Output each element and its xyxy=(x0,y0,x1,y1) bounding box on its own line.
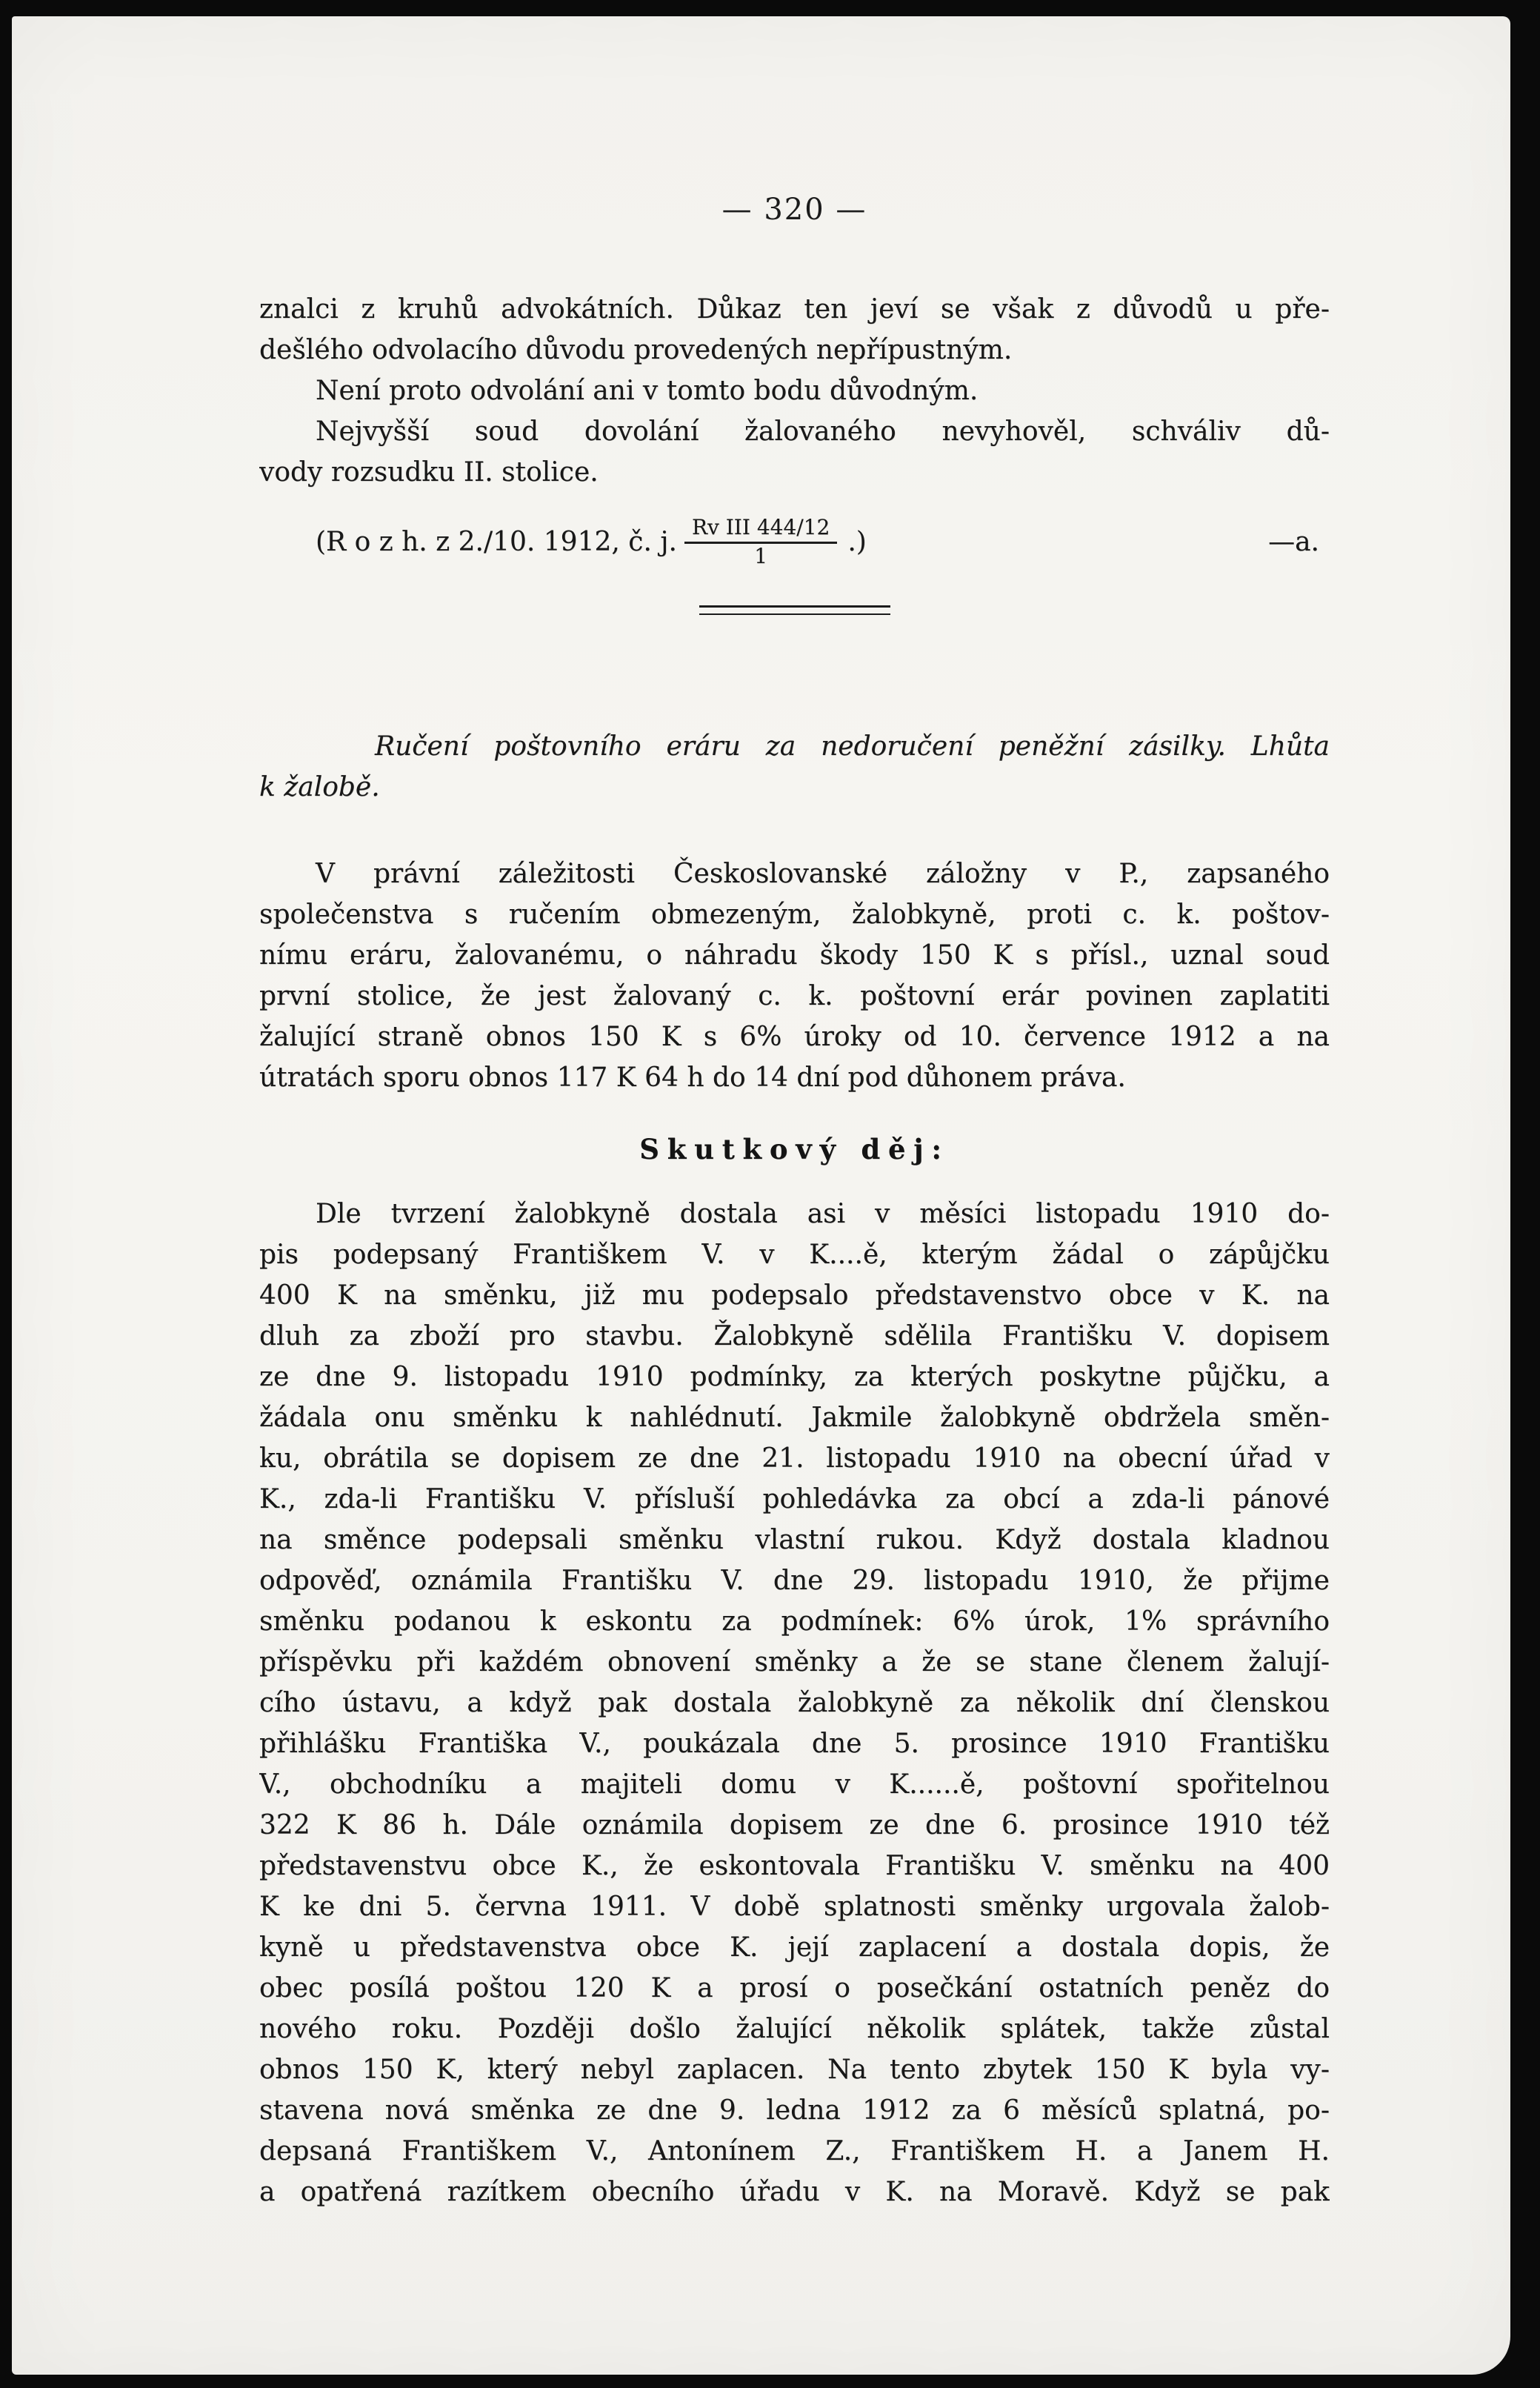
decision-continuation-paragraph xyxy=(259,289,1330,370)
headnote-heading xyxy=(259,726,1330,808)
fraction-denominator: 1 xyxy=(754,543,768,568)
decision-ruling-paragraph xyxy=(259,411,1330,493)
text-line: 400 K na směnku, již mu podepsalo představenstvo obce v K. na xyxy=(259,1280,1330,1311)
text-line: stavena nová směnka ze dne 9. ledna 1912 za 6 měsíců splatná, po- xyxy=(259,2095,1330,2126)
text-line: směnku podanou k eskontu za podmínek: 6% úrok, 1% správního xyxy=(259,1606,1330,1637)
text-line: ze dne 9. listopadu 1910 podmínky, za kterých poskytne půjčku, a xyxy=(259,1362,1330,1392)
citation-suffix: .) xyxy=(847,526,867,557)
text-line: Dle tvrzení žalobkyně dostala asi v měsíci listopadu 1910 do- xyxy=(316,1199,1330,1229)
paper-page xyxy=(12,16,1510,2375)
section-divider xyxy=(699,605,890,615)
text-line: Nejvyšší soud dovolání žalovaného nevyhověl, schváliv dů- xyxy=(316,416,1330,447)
text-line: vody rozsudku II. stolice. xyxy=(259,457,599,488)
text-line: Ručení poštovního eráru za nedoručení peněžní zásilky. Lhůta xyxy=(375,731,1330,762)
text-line: V., obchodníku a majiteli domu v K......ě, poštovní spořitelnou xyxy=(259,1769,1330,1800)
text-line: útratách sporu obnos 117 K 64 h do 14 dní pod důhonem práva. xyxy=(259,1062,1126,1093)
citation-reference xyxy=(259,515,867,568)
citation-fraction xyxy=(684,515,837,568)
text-line: a opatřená razítkem obecního úřadu v K. na Moravě. Když se pak xyxy=(259,2177,1330,2207)
text-line: odpověď, oznámila Františku V. dne 29. listopadu 1910, že přijme xyxy=(259,1566,1330,1596)
text-line: pis podepsaný Františkem V. v K....ě, kterým žádal o zápůjčku xyxy=(259,1240,1330,1270)
citation-signature: —a. xyxy=(1268,526,1319,557)
text-line: znalci z kruhů advokátních. Důkaz ten jeví se však z důvodů u pře- xyxy=(259,294,1330,325)
fraction-numerator: Rv III 444/12 xyxy=(684,515,837,544)
text-line: dluh za zboží pro stavbu. Žalobkyně sdělila Františku V. dopisem xyxy=(259,1321,1330,1351)
citation-line xyxy=(259,500,1330,583)
text-line: ku, obrátila se dopisem ze dne 21. listopadu 1910 na obecní úřad v xyxy=(259,1443,1330,1474)
text-line: obnos 150 K, který nebyl zaplacen. Na tento zbytek 150 K byla vy- xyxy=(259,2055,1330,2085)
text-line: na směnce podepsali směnku vlastní rukou. Když dostala kladnou xyxy=(259,1525,1330,1555)
text-line: příspěvku při každém obnovení směnky a že se stane členem žalují- xyxy=(259,1647,1330,1677)
text-line: cího ústavu, a když pak dostala žalobkyně za několik dní členskou xyxy=(259,1688,1330,1718)
text-line: kyně u představenstva obce K. její zaplacení a dostala dopis, že xyxy=(259,1932,1330,1963)
text-line: V právní záležitosti Českoslovanské záložny v P., zapsaného xyxy=(316,859,1330,889)
facts-paragraph xyxy=(259,1194,1330,2212)
text-line: společenstva s ručením obmezeným, žalobkyně, proti c. k. poštov- xyxy=(259,899,1330,930)
text-line: žádala onu směnku k nahlédnutí. Jakmile žalobkyně obdržela směn- xyxy=(259,1403,1330,1433)
text-line: dešlého odvolacího důvodu provedených nepřípustným. xyxy=(259,335,1013,365)
decision-holding-paragraph xyxy=(259,370,1330,411)
text-line: obec posílá poštou 120 K a prosí o posečkání ostatních peněz do xyxy=(259,1973,1330,2003)
text-line: přihlášku Františka V., poukázala dne 5. prosince 1910 Františku xyxy=(259,1729,1330,1759)
text-line: K ke dni 5. června 1911. V době splatnosti směnky urgovala žalob- xyxy=(259,1892,1330,1922)
text-line: nového roku. Později došlo žalující několik splátek, takže zůstal xyxy=(259,2014,1330,2044)
citation-prefix: (R o z h. z 2./10. 1912, č. j. xyxy=(316,526,677,557)
text-line: K., zda-li Františku V. přísluší pohledávka za obcí a zda-li pánové xyxy=(259,1484,1330,1514)
text-line: první stolice, že jest žalovaný c. k. poštovní erár povinen zaplatiti xyxy=(259,981,1330,1011)
text-line: Není proto odvolání ani v tomto bodu důvodným. xyxy=(316,376,979,406)
text-column xyxy=(259,289,1330,2212)
text-line: nímu eráru, žalovanému, o náhradu škody 150 K s přísl., uznal soud xyxy=(259,940,1330,971)
text-line: žalující straně obnos 150 K s 6% úroky od 10. července 1912 a na xyxy=(259,1022,1330,1052)
facts-heading: Skutkový děj: xyxy=(639,1133,950,1165)
text-line: k žalobě. xyxy=(259,772,380,802)
text-line: představenstvu obce K., že eskontovala Františku V. směnku na 400 xyxy=(259,1851,1330,1881)
case-intro-paragraph xyxy=(259,854,1330,1098)
page-number: — 320 — xyxy=(721,193,867,227)
text-line: depsaná Františkem V., Antonínem Z., Františkem H. a Janem H. xyxy=(259,2136,1330,2166)
text-line: 322 K 86 h. Dále oznámila dopisem ze dne 6. prosince 1910 též xyxy=(259,1810,1330,1840)
